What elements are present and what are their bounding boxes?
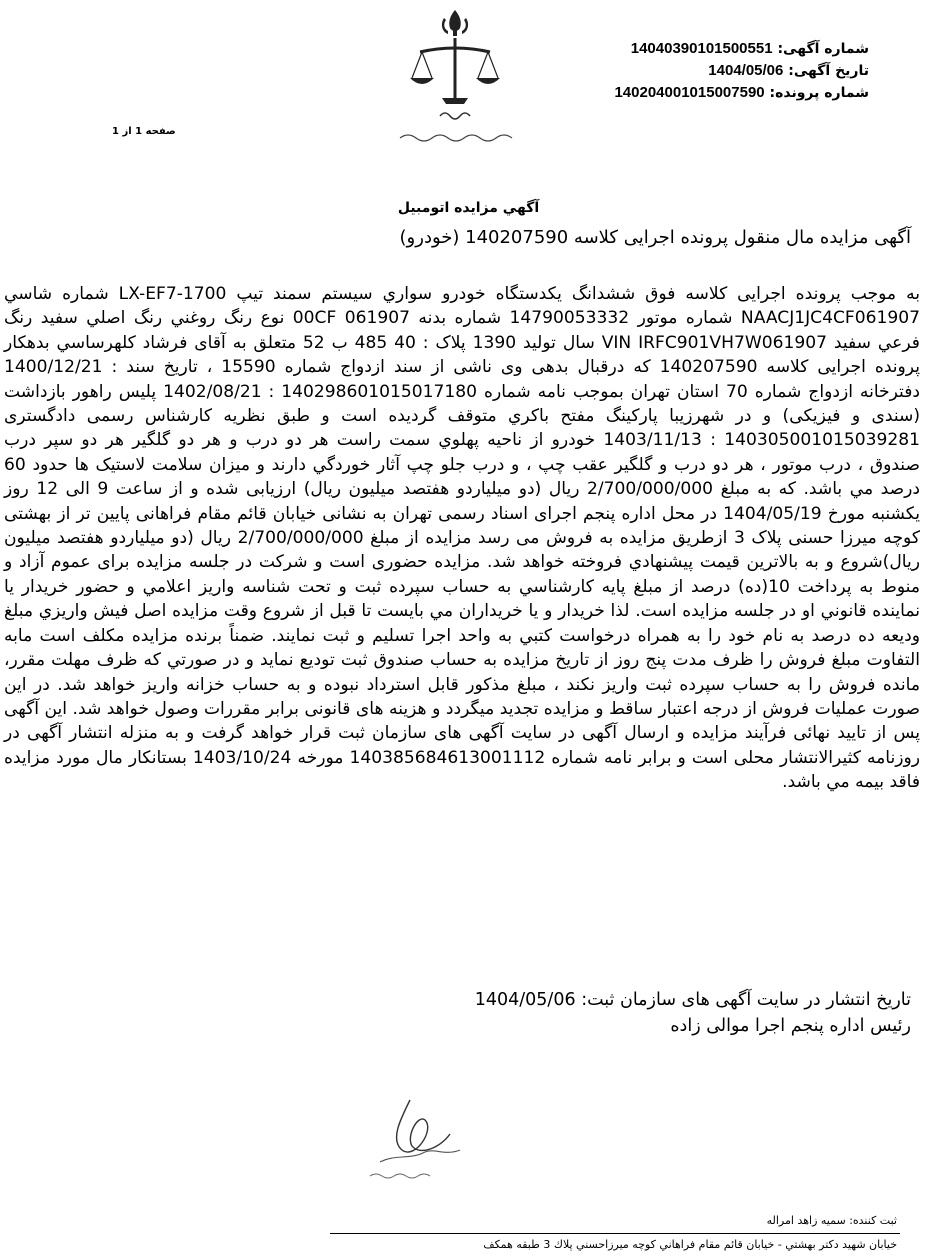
signature-icon bbox=[340, 1090, 500, 1190]
ad-number-row bbox=[509, 38, 869, 60]
ad-metadata bbox=[509, 38, 869, 104]
footer-divider bbox=[330, 1233, 900, 1234]
auction-body-text: به موجب پرونده اجرایی کلاسه فوق ششدانگ يكدستگاه خودرو سواري سيستم سمند تيپ LX-EF7-1700 شماره شاسي NAACJ1JC4CF061907 شماره موتور 14790053332 شماره بدنه 00CF 061907 نوع رنگ روغني رنگ اصلي سفيد رنگ فرعي سفيد VIN IRFC901VH7W061907 سال توليد 1390 پلاک : 40 485 ب 52 متعلق به آقای فرشاد کلهرساسي بدهکار پرونده اجرایی کلاسه 140207590 که درقبال بدهی وی ناشی از سند ازدواج شماره 15590 ، تاریخ سند : 1400/12/21 دفترخانه ازدواج شماره 70 استان تهران بموجب نامه شماره 140298601015017180 : 1402/08/21 پلیس راهور بازداشت (سندی و فیزیکی) و در شهرزيبا پاركينگ مفتح باكري متوقف گرديده است و طبق نظریه کارشناس رسمی دادگستری 140305001015039281 : 1403/11/13 خودرو از ناحيه پهلوي سمت راست هر دو درب و هر دو گلگير هر دو سپر درب صندوق ، درب موتور ، هر دو درب و گلگير عقب چپ ، و درب جلو چپ آثار خوردگي دارند و ميزان سلامت لاستيک ها حدود 60 درصد مي باشد. که به مبلغ 2/700/000/000 ریال (دو میلیاردو هفتصد میلیون ریال) ارزیابی شده و از ساعت 9 الی 12 روز یکشنبه مورخ 1404/05/19 در محل اداره پنجم اجرای اسناد رسمی تهران به نشانی خيابان قائم مقام فراهانی پایین تر از بهشتی کوچه میرزا حسنی پلاک 3 ازطریق مزایده به فروش می رسد مزایده از مبلغ 2/700/000/000 ریال (دو میلیاردو هفتصد میلیون ریال)شروع و به بالاترين قيمت پيشنهادي فروخته خواهد شد. مزايده حضوری است و شرکت در جلسه مزایده برای عموم آزاد و منوط به پرداخت 10(ده) درصد از مبلغ پايه كارشناسي به حساب سپرده ثبت و تحت شناسه واريز اعلامي و حضور خريدار يا نماينده قانوني او در جلسه مزایده است. لذا خريدار و يا خريداران مي بايست تا قبل از شروع وقت مزايده اصل فيش واريزي مبلغ وديعه ده درصد به نام خود را به همراه درخواست كتبي به واحد اجرا تسليم و ثبت نمايند. ضمناً برنده مزایده مکلف است مابه التفاوت مبلغ فروش را ظرف مدت پنج روز از تاریخ مزایده به حساب صندوق ثبت توديع نمايد و در صورتي كه ظرف مهلت مقرر، مانده فروش را به حساب سپرده ثبت واريز نكند ، مبلغ مذكور قابل استرداد نبوده و به حساب خزانه واريز خواهد شد. در این صورت عملیات فروش از درجه اعتبار ساقط و مزايده تجديد ميگردد و هزینه های قانونی برابر مقررات وصول خواهد شد. این آگهی پس از تایید نهائی فرآیند مزایده و ارسال آگهی در سایت آگهی های سازمان ثبت قرار خواهد گرفت و به منزله انتشار آگهی در روزنامه كثيرالانتشار محلی است و برابر نامه شماره 140385684613001112 مورخه 1403/10/24 بستانكار مال مورد مزايده فاقد بيمه مي باشد. bbox=[4, 284, 920, 793]
signer-title: رئیس اداره پنجم اجرا موالی زاده bbox=[670, 1016, 911, 1036]
page-subtitle: آگهی مزایده مال منقول پرونده اجرایی کلاسه 140207590 (خودرو) bbox=[399, 227, 911, 248]
ad-date-label: تاریخ آگهی: bbox=[788, 63, 869, 79]
publication-label: تاريخ انتشار در سایت آگهی های سازمان ثبت: bbox=[581, 990, 911, 1010]
registrar-line bbox=[497, 1214, 897, 1227]
case-number-row bbox=[509, 82, 869, 104]
page-title: آگهي مزايده اتومبيل bbox=[397, 200, 540, 216]
page-indicator: صفحه 1 از 1 bbox=[112, 126, 176, 137]
ad-date-row bbox=[509, 60, 869, 82]
ad-number-label: شماره آگهی: bbox=[777, 41, 869, 57]
publication-date: 1404/05/06 bbox=[474, 990, 576, 1010]
publication-line bbox=[211, 988, 911, 1012]
ad-number: 14040390101500551 bbox=[630, 40, 773, 57]
judiciary-emblem-icon bbox=[380, 4, 530, 154]
registrar-name: سميه زاهد امراله bbox=[766, 1214, 846, 1227]
ad-date: 1404/05/06 bbox=[708, 62, 784, 79]
registrar-label: ثبت كننده: bbox=[849, 1214, 897, 1227]
case-number-label: شماره پرونده: bbox=[769, 85, 869, 101]
case-number: 140204001015007590 bbox=[614, 84, 765, 101]
office-address: خيابان شهيد دكتر بهشتي - خيابان قائم مقام فراهاني كوچه ميرزاحسني پلاك 3 طبقه همكف bbox=[483, 1238, 897, 1251]
